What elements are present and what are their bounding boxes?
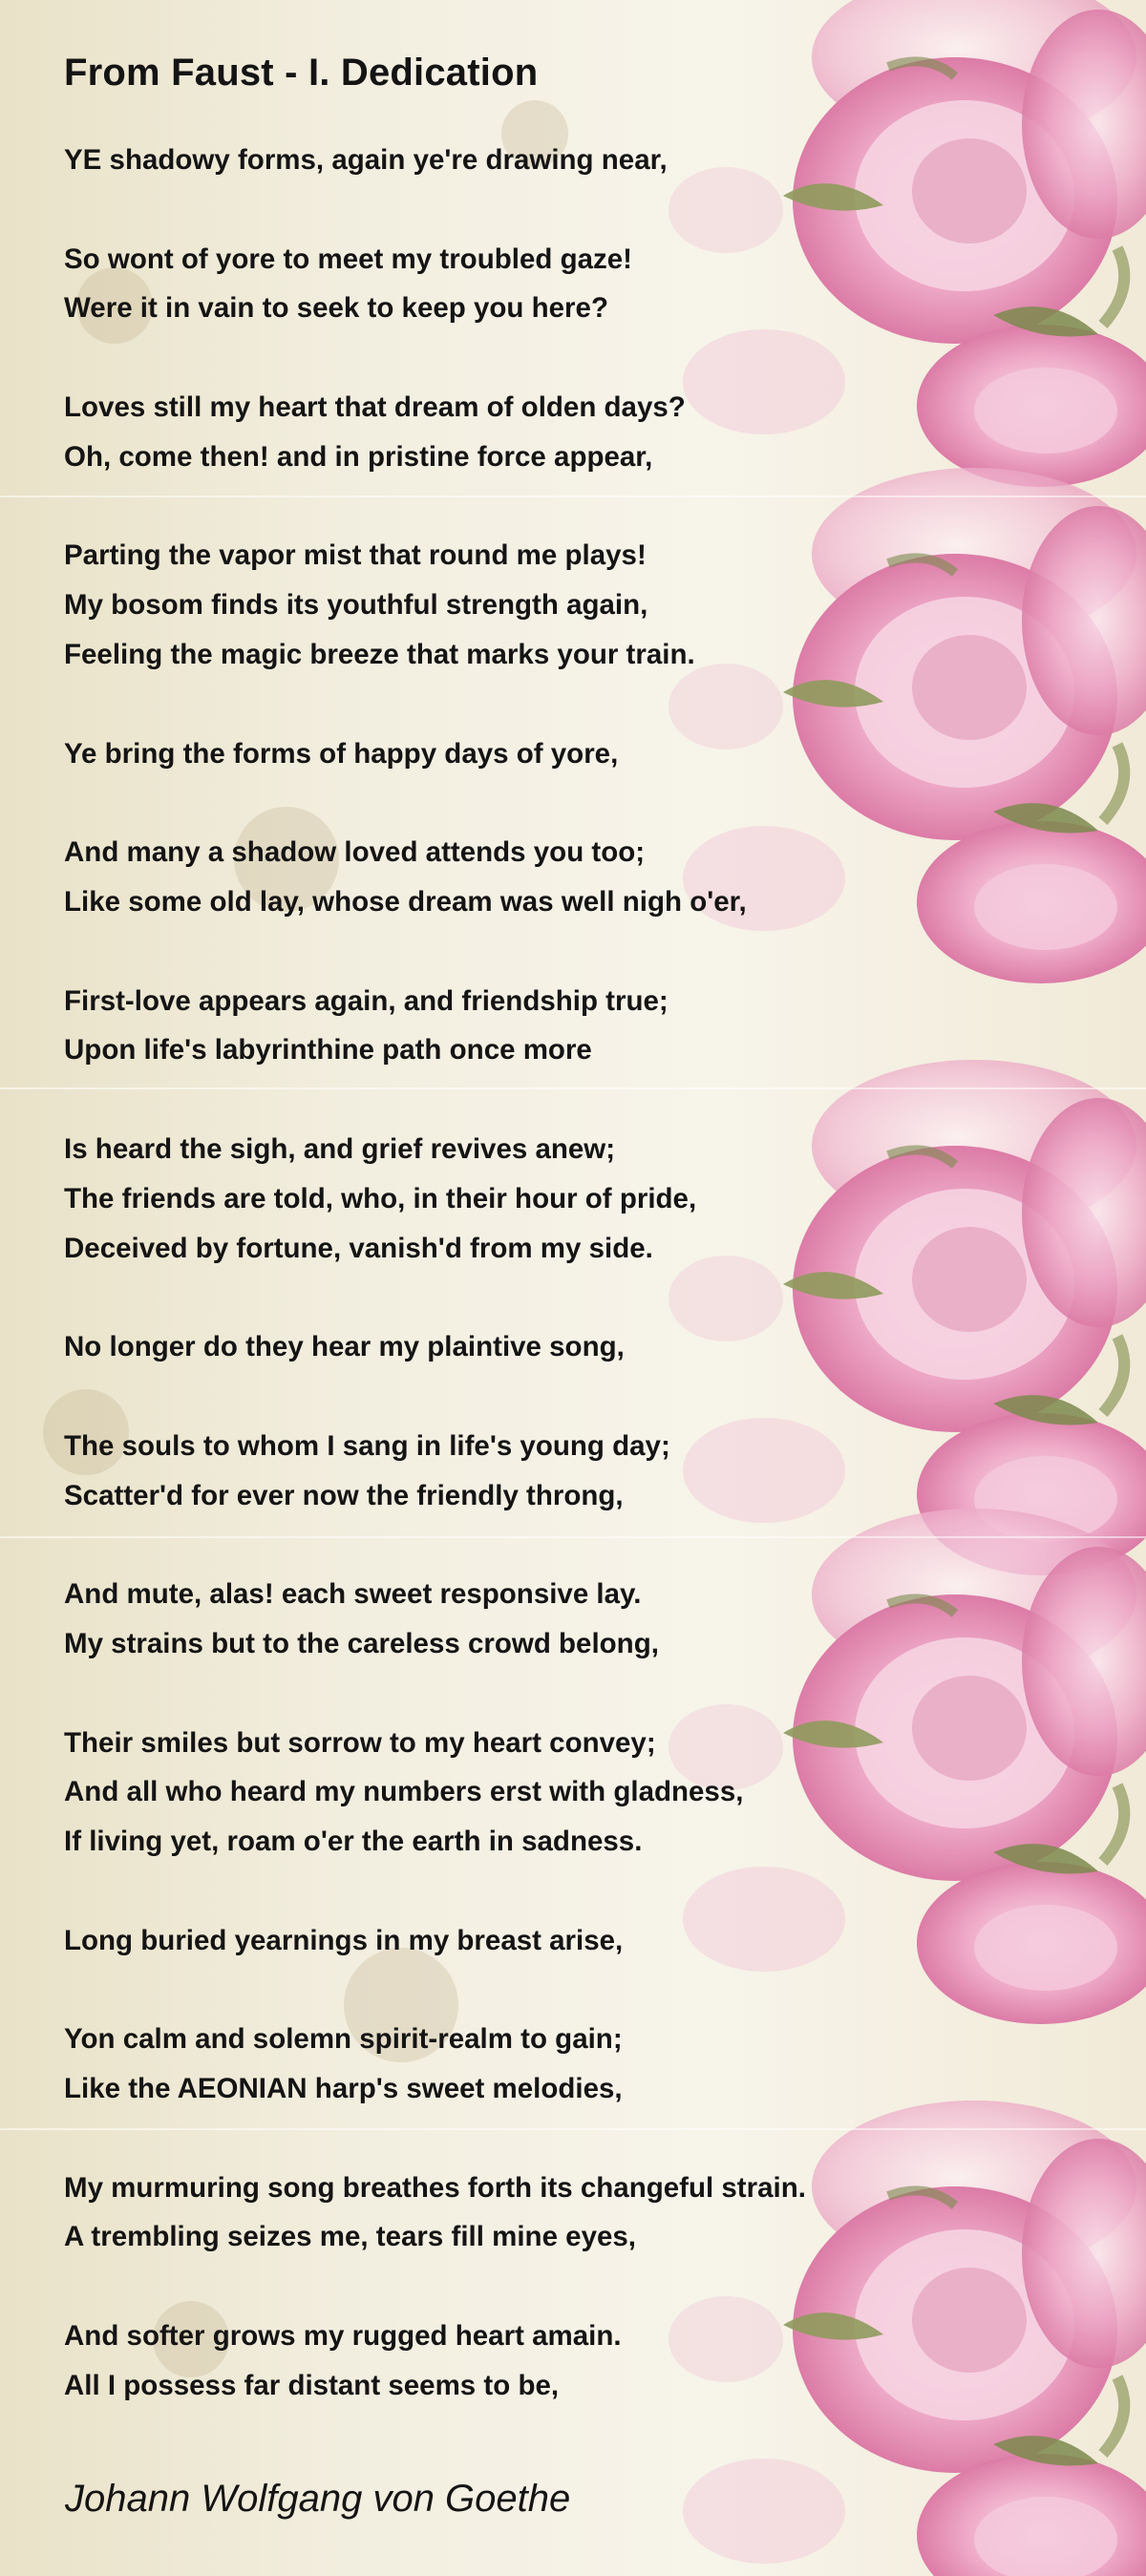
poem-line: Their smiles but sorrow to my heart convey; xyxy=(64,1726,656,1759)
poem-line: Like some old lay, whose dream was well nigh o'er, xyxy=(64,885,747,918)
poem-line: Scatter'd for ever now the friendly throng, xyxy=(64,1479,624,1511)
poem-line: Deceived by fortune, vanish'd from my side. xyxy=(64,1232,653,1264)
stanza xyxy=(64,136,904,185)
stanza xyxy=(64,1125,904,1273)
poem-line: Like the AEONIAN harp's sweet melodies, xyxy=(64,2073,623,2105)
poem-line: Is heard the sigh, and grief revives anew; xyxy=(64,1132,616,1165)
poem-line: And softer grows my rugged heart amain. xyxy=(64,2320,622,2353)
stanza xyxy=(64,1322,904,1372)
stanza xyxy=(64,235,904,334)
poem-line: And mute, alas! each sweet responsive lay. xyxy=(64,1578,642,1611)
poem-line: Yon calm and solemn spirit-realm to gain; xyxy=(64,2023,623,2056)
poem-line: First-love appears again, and friendship true; xyxy=(64,984,668,1017)
poem-line: A trembling seizes me, tears fill mine eyes, xyxy=(64,2221,636,2253)
poem-line: Ye bring the forms of happy days of yore, xyxy=(64,737,619,770)
poem-line: My bosom finds its youthful strength again, xyxy=(64,589,648,622)
poem-line: All I possess far distant seems to be, xyxy=(64,2369,560,2401)
stanza xyxy=(64,828,904,927)
stanza xyxy=(64,531,904,679)
poem-line: So wont of yore to meet my troubled gaze! xyxy=(64,243,632,275)
stanza xyxy=(64,729,904,779)
poem-line: Upon life's labyrinthine path once more xyxy=(64,1034,592,1066)
stanza xyxy=(64,1422,904,1521)
stanza xyxy=(64,2015,904,2114)
poem-line: The souls to whom I sang in life's young day; xyxy=(64,1429,670,1462)
stanza xyxy=(64,1916,904,1966)
poem-author: Johann Wolfgang von Goethe xyxy=(65,2478,571,2520)
poem xyxy=(64,50,904,2460)
poem-line: Long buried yearnings in my breast arise, xyxy=(64,1924,624,1956)
poem-line: Were it in vain to seek to keep you here? xyxy=(64,292,608,325)
stanza xyxy=(64,1570,904,1669)
poem-line: If living yet, roam o'er the earth in sadness. xyxy=(64,1826,643,1858)
poem-line: The friends are told, who, in their hour of pride, xyxy=(64,1182,697,1214)
poem-line: And all who heard my numbers erst with gladness, xyxy=(64,1776,744,1808)
stanza xyxy=(64,383,904,482)
stanza xyxy=(64,2164,904,2263)
poem-line: No longer do they hear my plaintive song, xyxy=(64,1331,625,1363)
stanza xyxy=(64,977,904,1076)
poem-line: My strains but to the careless crowd belong, xyxy=(64,1627,659,1659)
poem-line: Oh, come then! and in pristine force appear, xyxy=(64,440,653,473)
poem-line: My murmuring song breathes forth its changeful strain. xyxy=(64,2171,806,2204)
poem-body xyxy=(64,136,904,2411)
poem-line: Parting the vapor mist that round me plays! xyxy=(64,539,647,572)
stanza xyxy=(64,1719,904,1867)
poem-line: Loves still my heart that dream of olden days? xyxy=(64,391,686,423)
stanza xyxy=(64,2312,904,2411)
poem-line: And many a shadow loved attends you too; xyxy=(64,836,646,869)
poem-title: From Faust - I. Dedication xyxy=(64,52,539,94)
poem-line: YE shadowy forms, again ye're drawing near, xyxy=(64,144,668,176)
poem-line: Feeling the magic breeze that marks your train. xyxy=(64,638,695,670)
